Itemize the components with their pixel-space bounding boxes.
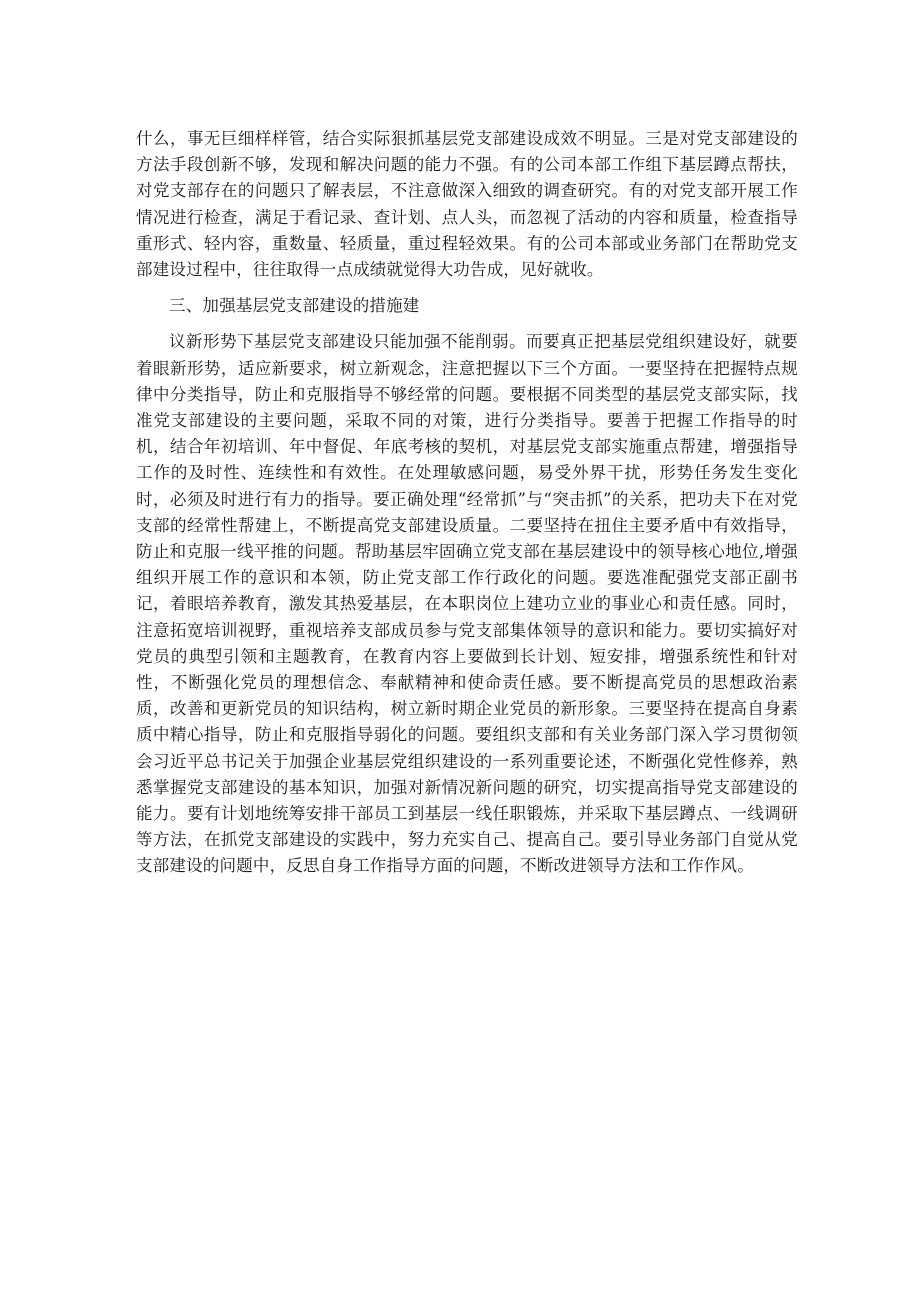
document-body [136,126,798,880]
section-heading: 三、加强基层党支部建设的措施建 [169,296,420,316]
continuation-paragraph: 什么，事无巨细样样管，结合实际狠抓基层党支部建设成效不明显。三是对党支部建设的方法手段创新不够，发现和解决问题的能力不强。有的公司本部工作组下基层蹲点帮扶，对党支部存在的问题只了解表层，不注意做深入细致的调查研究。有的对党支部开展工作情况进行检查，满足于看记录、查计划、点人头，而忽视了活动的内容和质量，检查指导重形式、轻内容，重数量、轻质量，重过程轻效果。有的公司本部或业务部门在帮助党支部建设过程中，往往取得一点成绩就觉得大功告成，见好就收。 [136,129,798,280]
main-paragraph: 议新形势下基层党支部建设只能加强不能削弱。而要真正把基层党组织建设好，就要着眼新形势，适应新要求，树立新观念，注意把握以下三个方面。一要坚持在把握特点规律中分类指导，防止和克服指导不够经常的问题。要根据不同类型的基层党支部实际，找准党支部建设的主要问题，采取不同的对策，进行分类指导。要善于把握工作指导的时机，结合年初培训、年中督促、年底考核的契机，对基层党支部实施重点帮建，增强指导工作的及时性、连续性和有效性。在处理敏感问题，易受外界干扰，形势任务发生变化时，必须及时进行有力的指导。要正确处理“经常抓”与“突击抓”的关系，把功夫下在对党支部的经常性帮建上，不断提高党支部建设质量。二要坚持在扭住主要矛盾中有效指导，防止和克服一线平推的问题。帮助基层牢固确立党支部在基层建设中的领导核心地位,增强组织开展工作的意识和本领，防止党支部工作行政化的问题。要选准配强党支部正副书记，着眼培养教育，激发其热爱基层，在本职岗位上建功立业的事业心和责任感。同时，注意拓宽培训视野，重视培养支部成员参与党支部集体领导的意识和能力。要切实搞好对党员的典型引领和主题教育，在教育内容上要做到长计划、短安排，增强系统性和针对性，不断强化党员的理想信念、奉献精神和使命责任感。要不断提高党员的思想政治素质，改善和更新党员的知识结构，树立新时期企业党员的新形象。三要坚持在提高自身素质中精心指导，防止和克服指导弱化的问题。要组织支部和有关业务部门深入学习贯彻领会习近平总书记关于加强企业基层党组织建设的一系列重要论述，不断强化党性修养，熟悉掌握党支部建设的基本知识，加强对新情况新问题的研究，切实提高指导党支部建设的能力。要有计划地统筹安排干部员工到基层一线任职锻炼，并采取下基层蹲点、一线调研等方法，在抓党支部建设的实践中，努力充实自己、提高自己。要引导业务部门自觉从党支部建设的问题中，反思自身工作指导方面的问题，不断改进领导方法和工作作风。 [136,332,798,876]
